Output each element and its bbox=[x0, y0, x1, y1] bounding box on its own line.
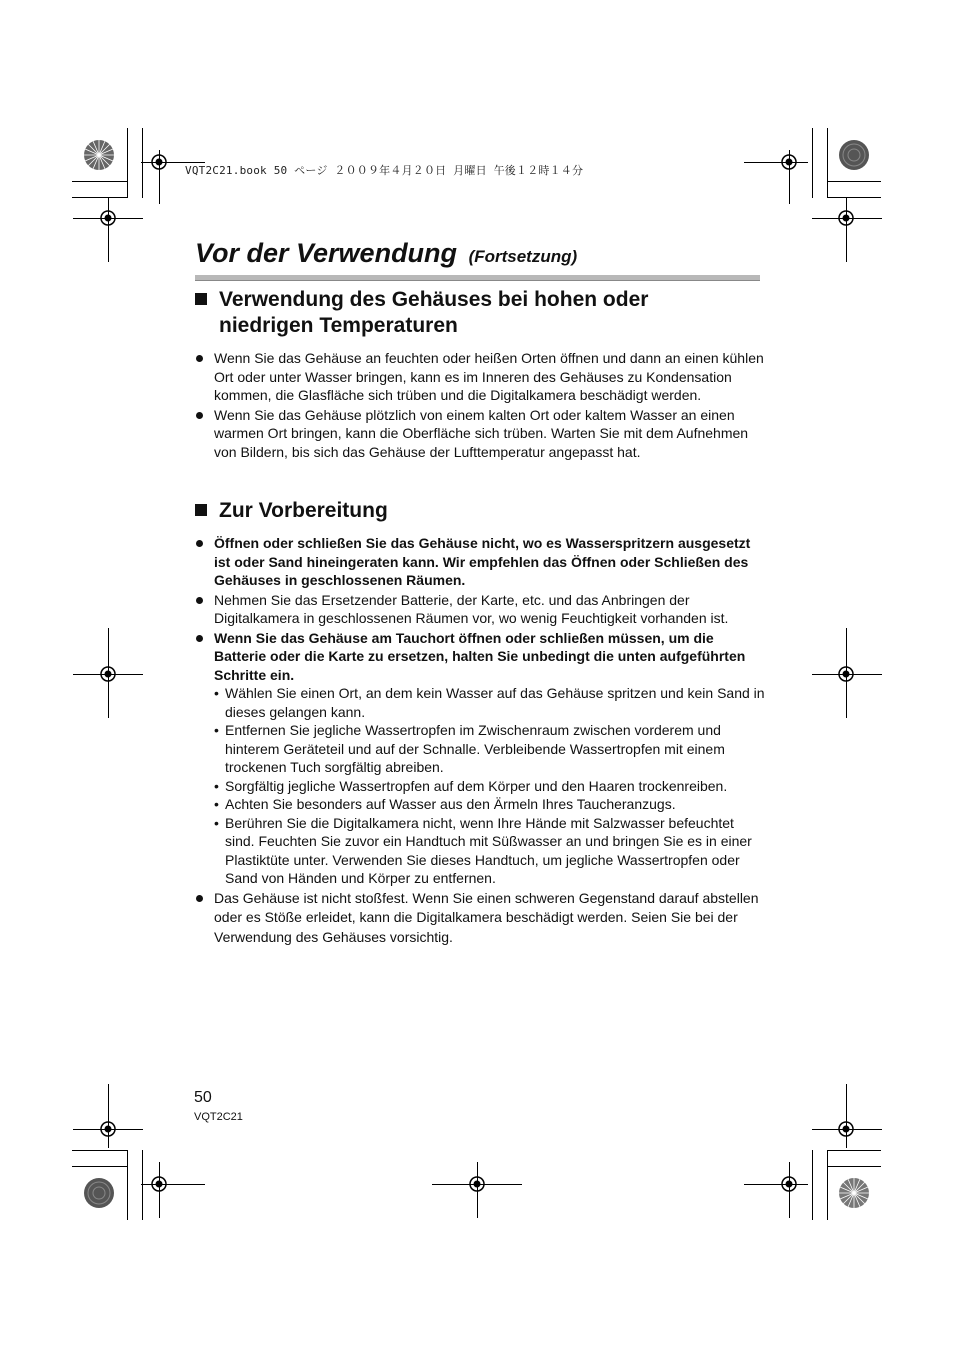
bullet-list bbox=[195, 534, 765, 947]
section-heading-line: Zur Vorbereitung bbox=[219, 499, 388, 522]
bullet-dot-icon bbox=[196, 597, 203, 604]
square-bullet-icon bbox=[195, 293, 207, 305]
sub-bullet-marker: • bbox=[214, 722, 219, 738]
list-item bbox=[195, 591, 765, 628]
section-heading-preparation bbox=[195, 498, 755, 524]
list-item bbox=[195, 889, 765, 948]
print-header: VQT2C21.book 50 ページ ２００９年４月２０日 月曜日 午後１２時１４分 bbox=[185, 164, 584, 177]
list-item-text: Öffnen oder schließen Sie das Gehäuse nicht, wo es Wasserspritzern ausgesetzt ist oder Sand hineingeraten kann. Wir empfehlen das Öffnen oder Schließen des Gehäuses in geschlossenen Räumen. bbox=[214, 535, 751, 588]
list-item-text: Nehmen Sie das Ersetzender Batterie, der Karte, etc. und das Anbringen der Digitalkamera in geschlossenen Räumen vor, wo wenig Feuchtigkeit vorhanden ist. bbox=[214, 591, 729, 626]
page-title-sub: (Fortsetzung) bbox=[468, 247, 578, 266]
sub-list-item-text: Sorgfältig jegliche Wassertropfen auf dem Körper und den Haaren trockenreiben. bbox=[225, 777, 728, 794]
sub-list-item-text: Wählen Sie einen Ort, an dem kein Wasser auf das Gehäuse spritzen und kein Sand in dieses gelangen kann. bbox=[225, 685, 765, 720]
list-item-text: Wenn Sie das Gehäuse plötzlich von einem kalten Ort oder kaltem Wasser an einen warmen Ort bringen, kann die Oberfläche sich trüben. Warten Sie mit dem Aufnehmen von Bildern, bis sich das Gehäuse der Lufttemperatur angepasst hat. bbox=[214, 406, 749, 460]
sub-list-item-text: Berühren Sie die Digitalkamera nicht, wenn Ihre Hände mit Salzwasser befeuchtet sind. Feuchten Sie zuvor ein Handtuch mit Süßwasser an und bringen Sie es in einer Plastiktüte unter. Verwenden Sie dieses Handtuch, um jegliche Wassertropfen oder Sand von Händen und Körper zu entfernen. bbox=[225, 814, 752, 886]
sub-list-item-text: Entfernen Sie jegliche Wassertropfen im Zwischenraum zwischen vorderem und hinterem Geräteteil und auf der Schnalle. Verbleibende Wassertropfen mit einem trockenen Tuch sorgfältig abreiben. bbox=[225, 722, 725, 775]
sub-list-item-text: Achten Sie besonders auf Wasser aus den Ärmeln Ihres Taucheranzugs. bbox=[225, 796, 676, 812]
bullet-list bbox=[195, 349, 765, 461]
sub-list-item bbox=[195, 795, 765, 814]
sub-bullet-marker: • bbox=[214, 814, 219, 831]
sub-list-item bbox=[195, 684, 765, 721]
section-heading-temperatures bbox=[195, 287, 755, 339]
page-title-main: Vor der Verwendung bbox=[195, 238, 458, 268]
list-item-text: Wenn Sie das Gehäuse an feuchten oder heißen Orten öffnen und dann an einen kühlen Ort oder unter Wasser bringen, kann es im Inneren des Gehäuses zu Kondensation kommen, die Glasfläche sich trüben und die Digitalkamera beschädigt werden. bbox=[214, 350, 764, 403]
sub-bullet-marker: • bbox=[214, 777, 219, 794]
bullet-dot-icon bbox=[196, 412, 203, 419]
bullet-dot-icon bbox=[196, 895, 203, 902]
sub-bullet-marker: • bbox=[214, 796, 219, 812]
bullet-dot-icon bbox=[196, 540, 203, 547]
bullet-dot-icon bbox=[196, 635, 203, 642]
color-rosette-icon bbox=[838, 1177, 870, 1209]
sub-list-item bbox=[195, 814, 765, 888]
list-item-text: Das Gehäuse ist nicht stoßfest. Wenn Sie einen schweren Gegenstand darauf abstellen oder es Stöße erleidet, kann die Digitalkamera beschädigt werden. Seien Sie bei der Verwendung des Gehäuses vorsichtig. bbox=[214, 889, 759, 945]
list-item bbox=[195, 629, 765, 685]
sub-list-item bbox=[195, 777, 765, 796]
list-item bbox=[195, 534, 765, 590]
color-rosette-icon bbox=[838, 139, 870, 171]
list-item bbox=[195, 406, 765, 462]
list-item bbox=[195, 349, 765, 405]
section-heading-line: Verwendung des Gehäuses bei hohen oder bbox=[219, 288, 649, 311]
list-item-text: Wenn Sie das Gehäuse am Tauchort öffnen oder schließen müssen, um die Batterie oder die Karte zu ersetzen, halten Sie unbedingt die unten aufgeführten Schritte ein. bbox=[214, 629, 746, 683]
square-bullet-icon bbox=[195, 504, 207, 516]
color-rosette-icon bbox=[83, 1177, 115, 1209]
sub-list-item bbox=[195, 721, 765, 777]
color-rosette-icon bbox=[83, 139, 115, 171]
page-title bbox=[195, 238, 577, 269]
sub-bullet-marker: • bbox=[214, 685, 219, 701]
section-heading-line: niedrigen Temperaturen bbox=[219, 314, 458, 337]
title-rule bbox=[195, 275, 760, 281]
bullet-dot-icon bbox=[196, 355, 203, 362]
document-code: VQT2C21 bbox=[194, 1111, 243, 1123]
page-number: 50 bbox=[194, 1089, 212, 1106]
